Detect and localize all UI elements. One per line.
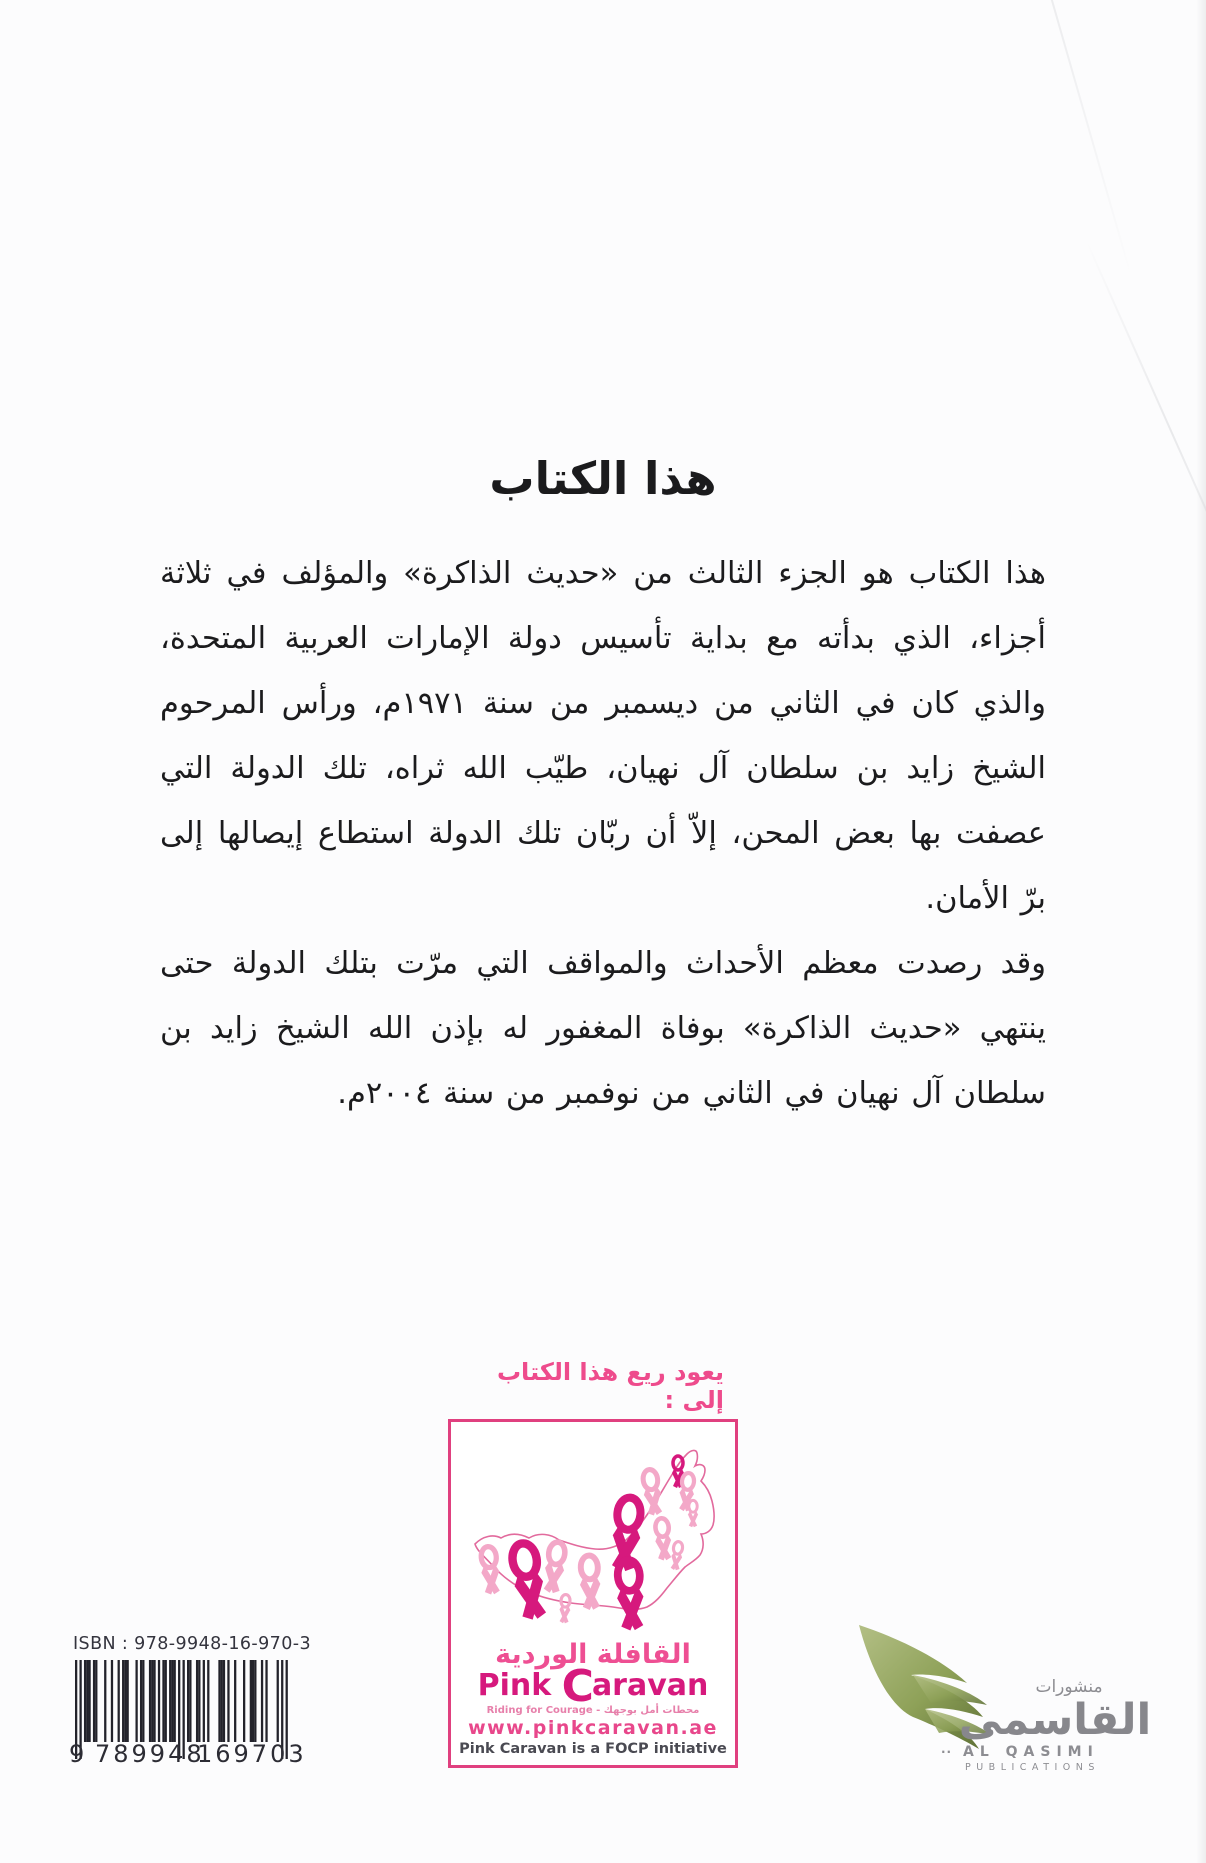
blurb-title: هذا الكتاب xyxy=(489,452,717,505)
isbn-block xyxy=(69,1634,311,1784)
uae-map-ribbons-graphic xyxy=(459,1432,727,1637)
pink-caravan-logo-text xyxy=(451,1640,735,1759)
book-blurb xyxy=(160,452,1046,1126)
page-edge-shadow xyxy=(1196,0,1206,1863)
isbn-label: ISBN : 978-9948-16-970-3 xyxy=(73,1634,311,1654)
pink-caravan-word-aravan: aravan xyxy=(591,1668,709,1703)
publisher-descriptor-english: PUBLICATIONS xyxy=(965,1762,1100,1773)
publisher-text xyxy=(935,1677,1175,1774)
publisher-block xyxy=(760,1595,1180,1835)
pink-caravan-tagline: Riding for Courage - محطات أمل بوجهك xyxy=(486,1705,700,1716)
barcode-digit-group2: 169703 xyxy=(197,1740,307,1768)
publisher-name-arabic: القاسمى xyxy=(958,1695,1152,1745)
barcode-digits xyxy=(69,1740,307,1770)
blurb-paragraph-2: وقد رصدت معظم الأحداث والمواقف التي مرّت بتلك الدولة حتى ينتهي «حديث الذاكرة» بوفاة المغفور له بإذن الله الشيخ زايد بن سلطان آل نهيان في الثاني من نوفمبر من سنة ٢٠٠٤م. xyxy=(160,946,1046,1111)
blurb-paragraph-1: هذا الكتاب هو الجزء الثالث من «حديث الذاكرة» والمؤلف في ثلاثة أجزاء، الذي بدأته مع بداية تأسيس دولة الإمارات العربية المتحدة، والذي كان في الثاني من ديسمبر من سنة ١٩٧١م، ورأس المرحوم الشيخ زايد بن سلطان آل نهيان، طيّب الله ثراه، تلك الدولة التي عصفت بها بعض المحن، إلاّ أن ربّان تلك الدولة استطاع إيصالها إلى برّ الأمان. xyxy=(160,556,1046,916)
charity-caption: يعود ريع هذا الكتاب إلى : xyxy=(496,1358,724,1414)
publisher-name-english xyxy=(935,1743,1175,1761)
publisher-name-english-label: AL QASIMI xyxy=(963,1744,1099,1760)
pink-caravan-arabic-name: القافلة الوردية xyxy=(495,1639,691,1670)
pink-caravan-website: www.pinkcaravan.ae xyxy=(468,1717,718,1739)
pink-caravan-initiative-note: Pink Caravan is a FOCP initiative xyxy=(459,1741,727,1757)
pink-caravan-word-pink: Pink xyxy=(477,1668,562,1703)
paper-crease xyxy=(1048,0,1133,279)
paper-crease xyxy=(1085,240,1206,625)
barcode-digit-left: 9 xyxy=(69,1740,85,1768)
pink-caravan-box xyxy=(448,1419,738,1768)
barcode-digit-group1: 789948 xyxy=(95,1740,205,1768)
publisher-logo-dots: ·· xyxy=(941,1745,953,1759)
pink-caravan-big-c: C xyxy=(561,1661,592,1712)
publisher-imprint-arabic: منشورات xyxy=(1035,1677,1103,1697)
